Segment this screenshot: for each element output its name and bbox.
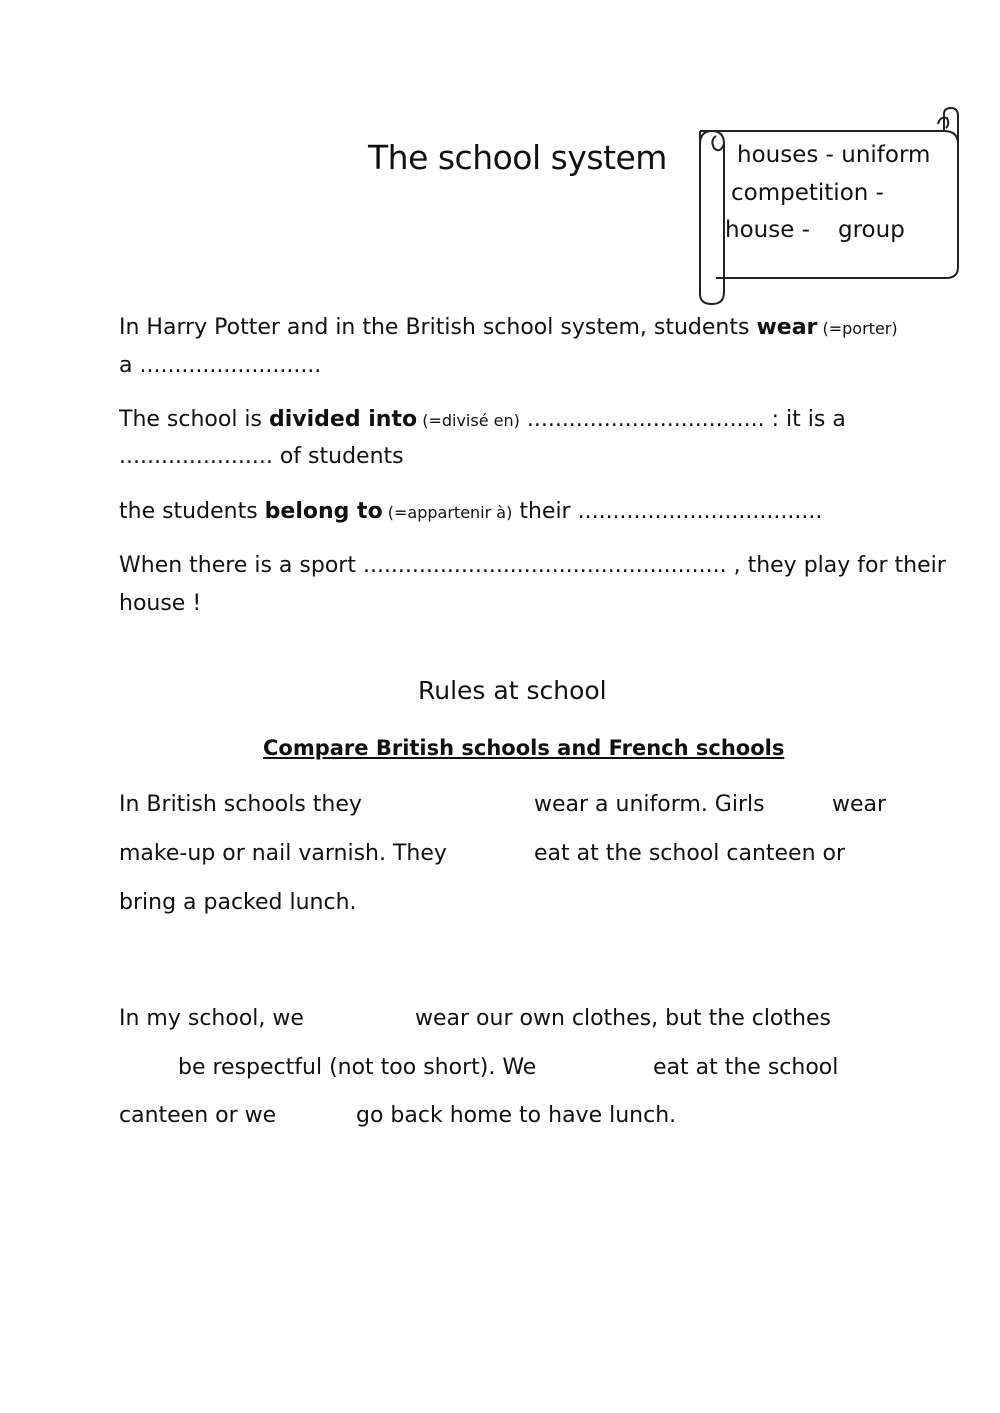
keyword-belong-to: belong to bbox=[264, 499, 383, 524]
sentence-1-blank: a .......................... bbox=[119, 353, 322, 378]
sentence-3-text: the students bbox=[119, 499, 265, 524]
scroll-frame-icon bbox=[686, 104, 964, 310]
sentence-2-text: The school is bbox=[119, 407, 270, 432]
sentence-2 bbox=[119, 407, 846, 432]
my-school-line-2a: be respectful (not too short). We bbox=[178, 1055, 537, 1080]
word-bank-line-2: competition - bbox=[731, 180, 884, 206]
british-line-2a: make-up or nail varnish. They bbox=[119, 841, 447, 866]
sentence-4: When there is a sport .................................................... , they play for their bbox=[119, 553, 946, 578]
word-bank-line-1: houses - uniform bbox=[737, 142, 931, 168]
british-line-1b: wear a uniform. Girls bbox=[534, 792, 765, 817]
translation-note: (=porter) bbox=[817, 319, 898, 338]
my-school-line-3b: go back home to have lunch. bbox=[356, 1103, 677, 1128]
sentence-2-line-2: ...................... of students bbox=[119, 444, 404, 469]
sentence-1-text: In Harry Potter and in the British school system, students bbox=[119, 315, 757, 340]
my-school-line-3a: canteen or we bbox=[119, 1103, 277, 1128]
word-bank-line-3b: group bbox=[838, 217, 905, 243]
sentence-4-line-2: house ! bbox=[119, 591, 202, 616]
section-heading: Compare British schools and French schools bbox=[263, 736, 785, 760]
section-subtitle: Rules at school bbox=[418, 676, 607, 705]
my-school-line-1b: wear our own clothes, but the clothes bbox=[415, 1006, 831, 1031]
sentence-1 bbox=[119, 315, 898, 340]
sentence-2-blank: .................................. : it is a bbox=[519, 407, 846, 432]
my-school-line-2b: eat at the school bbox=[653, 1055, 839, 1080]
translation-note: (=divisé en) bbox=[417, 411, 520, 430]
sentence-3 bbox=[119, 499, 822, 524]
keyword-wear: wear bbox=[756, 315, 818, 340]
british-line-1c: wear bbox=[832, 792, 887, 817]
sentence-3-blank: their ................................... bbox=[512, 499, 823, 524]
british-line-3: bring a packed lunch. bbox=[119, 890, 357, 915]
british-line-1a: In British schools they bbox=[119, 792, 362, 817]
british-line-2b: eat at the school canteen or bbox=[534, 841, 846, 866]
page-title: The school system bbox=[368, 138, 667, 177]
word-bank-line-3a: house - bbox=[725, 217, 810, 243]
translation-note: (=appartenir à) bbox=[382, 503, 513, 522]
keyword-divided-into: divided into bbox=[269, 407, 418, 432]
my-school-line-1a: In my school, we bbox=[119, 1006, 304, 1031]
